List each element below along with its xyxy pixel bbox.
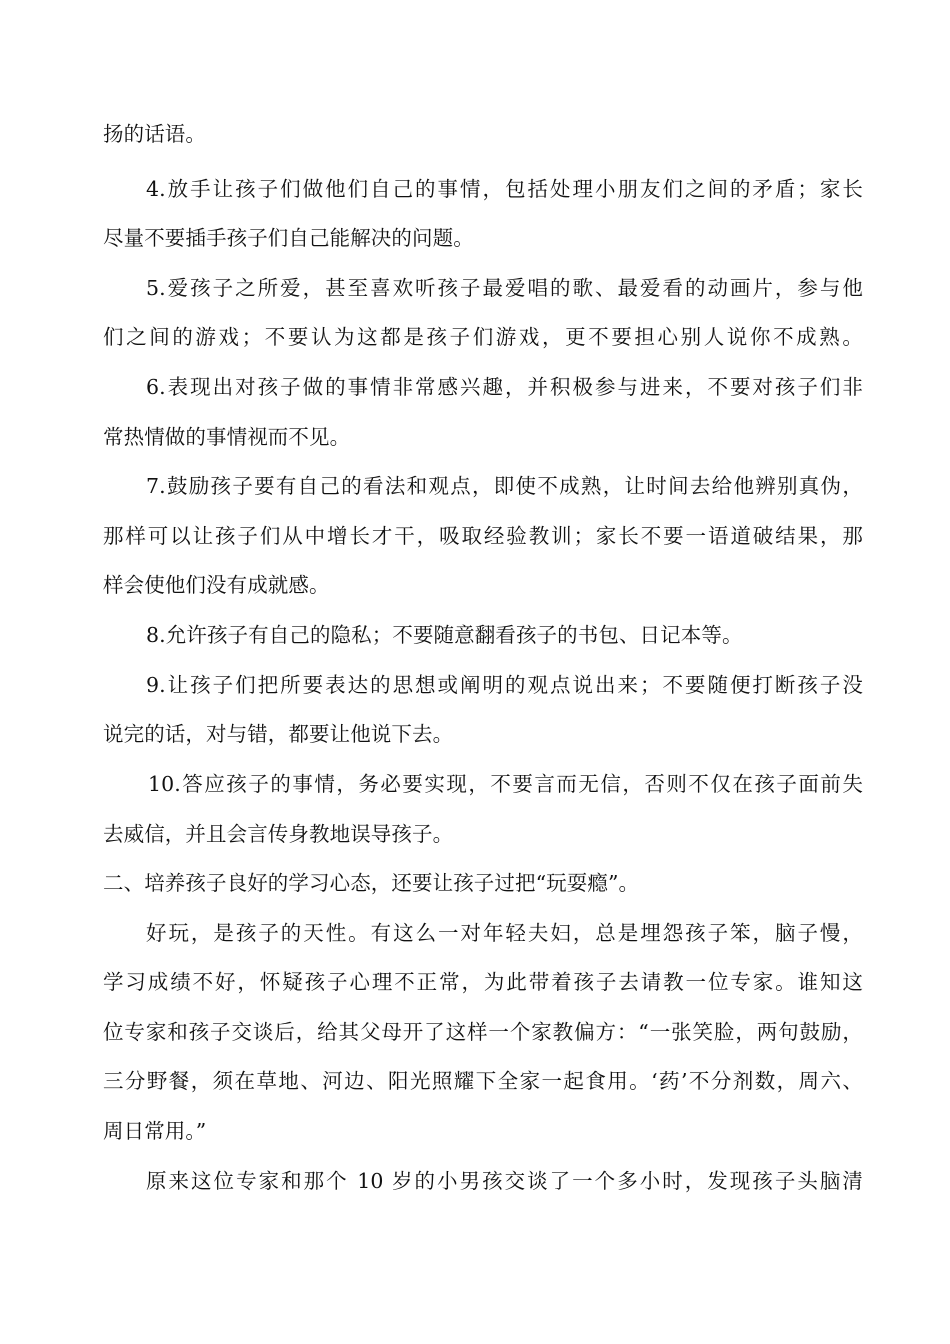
list-item-8: 8.允许孩子有自己的隐私；不要随意翻看孩子的书包、日记本等。	[146, 623, 743, 647]
text-line: 扬的话语。	[103, 122, 206, 146]
list-item-7: 7.鼓励孩子要有自己的看法和观点，即使不成熟，让时间去给他辨别真伪，	[146, 474, 863, 498]
text-line: 那样可以让孩子们从中增长才干，吸取经验教训；家长不要一语道破结果，那	[103, 524, 863, 548]
list-item-9: 9.让孩子们把所要表达的思想或阐明的观点说出来；不要随便打断孩子没	[146, 673, 863, 697]
text-line: 周日常用。”	[103, 1119, 207, 1143]
list-item-5: 5.爱孩子之所爱，甚至喜欢听孩子最爱唱的歌、最爱看的动画片，参与他	[146, 276, 863, 300]
text-line: 位专家和孩子交谈后，给其父母开了这样一个家教偏方：“一张笑脸，两句鼓励，	[103, 1020, 863, 1044]
text-line: 样会使他们没有成就感。	[103, 573, 330, 597]
text-line: 们之间的游戏；不要认为这都是孩子们游戏，更不要担心别人说你不成熟。	[103, 325, 863, 349]
text-line: 三分野餐，须在草地、河边、阳光照耀下全家一起食用。‘药’不分剂数，周六、	[103, 1069, 863, 1093]
paragraph-start: 好玩，是孩子的天性。有这么一对年轻夫妇，总是埋怨孩子笨，脑子慢，	[146, 921, 863, 945]
paragraph-start: 原来这位专家和那个 10 岁的小男孩交谈了一个多小时，发现孩子头脑清	[146, 1169, 863, 1193]
list-item-10: 10.答应孩子的事情，务必要实现，不要言而无信，否则不仅在孩子面前失	[148, 772, 863, 796]
list-item-4: 4.放手让孩子们做他们自己的事情，包括处理小朋友们之间的矛盾；家长	[146, 177, 863, 201]
section-heading: 二、培养孩子良好的学习心态，还要让孩子过把“玩耍瘾”。	[103, 871, 640, 895]
text-line: 说完的话，对与错，都要让他说下去。	[103, 722, 454, 746]
list-item-6: 6.表现出对孩子做的事情非常感兴趣，并积极参与进来，不要对孩子们非	[146, 375, 863, 399]
text-line: 学习成绩不好，怀疑孩子心理不正常，为此带着孩子去请教一位专家。谁知这	[103, 970, 863, 994]
text-line: 尽量不要插手孩子们自己能解决的问题。	[103, 226, 474, 250]
text-line: 去威信，并且会言传身教地误导孩子。	[103, 822, 454, 846]
text-line: 常热情做的事情视而不见。	[103, 425, 351, 449]
